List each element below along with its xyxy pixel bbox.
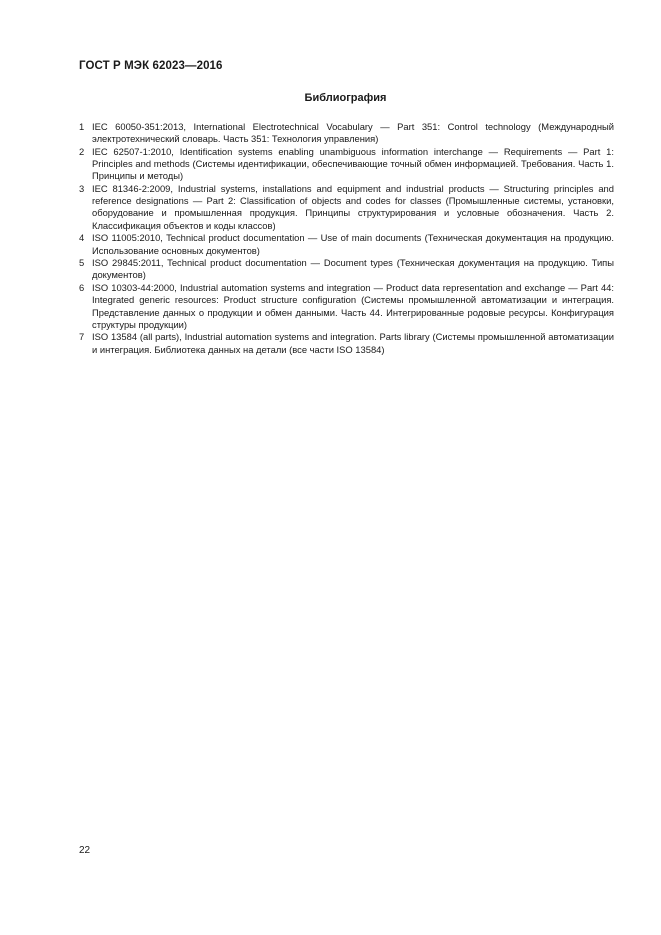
bibliography-item — [79, 146, 614, 183]
bibliography-item-text: ISO 13584 (all parts), Industrial automation systems and integration. Parts library (Системы промышленной автоматизации и интеграция. Библиотека данных на детали (все части ISO 13584) — [92, 331, 614, 355]
bibliography-item-number: 4 — [79, 232, 85, 244]
page-number: 22 — [79, 845, 91, 856]
bibliography-item — [79, 183, 614, 232]
bibliography-item-text: IEC 81346-2:2009, Industrial systems, installations and equipment and industrial products — Structuring principles and reference designations — Part 2: Classification of objects and codes for classes (Промышленные системы, установки, оборудование и промышленная продукция. Принципы структурирования и условные обозначения. Часть 2. Классификация объектов и коды классов) — [92, 183, 614, 231]
bibliography-item-text: ISO 29845:2011, Technical product documentation — Document types (Техническая документация на продукцию. Типы документов) — [92, 257, 614, 281]
bibliography-item-text: IEC 62507-1:2010, Identification systems enabling unambiguous information interchange — Requirements — Part 1: Principles and methods (Системы идентификации, обеспечивающие точный обмен информацией. Требования. Часть 1. Принципы и методы) — [92, 145, 614, 182]
bibliography-item-number: 3 — [79, 183, 85, 195]
bibliography-item-number: 1 — [79, 121, 85, 132]
bibliography-item — [79, 121, 614, 145]
bibliography-item-number: 6 — [79, 282, 85, 294]
bibliography-item — [79, 232, 614, 256]
bibliography-item-text: ISO 11005:2010, Technical product documentation — Use of main documents (Техническая документация на продукцию. Использование основных документов) — [92, 232, 614, 256]
document-header: ГОСТ Р МЭК 62023—2016 — [79, 60, 223, 72]
bibliography-item-text: IEC 60050-351:2013, International Electrotechnical Vocabulary — Part 351: Control technology (Международный электротехнический словарь. Часть 351: Технология управления) — [92, 121, 614, 145]
bibliography-title: Библиография — [304, 92, 387, 104]
bibliography-item — [79, 331, 614, 355]
bibliography-list — [79, 121, 614, 356]
bibliography-item-number: 2 — [79, 145, 85, 157]
bibliography-item — [79, 282, 614, 331]
bibliography-item-text: ISO 10303-44:2000, Industrial automation systems and integration — Product data representation and exchange — Part 44: Integrated generic resources: Product structure configuration (Системы промышленной автоматизации и интеграция. Представление данных о продукции и обмен данными. Часть 44. Интегрированные родовые ресурсы. Конфигурация структуры продукции) — [92, 282, 614, 330]
bibliography-item — [79, 257, 614, 281]
bibliography-item-number: 7 — [79, 331, 85, 343]
bibliography-item-number: 5 — [79, 257, 85, 269]
